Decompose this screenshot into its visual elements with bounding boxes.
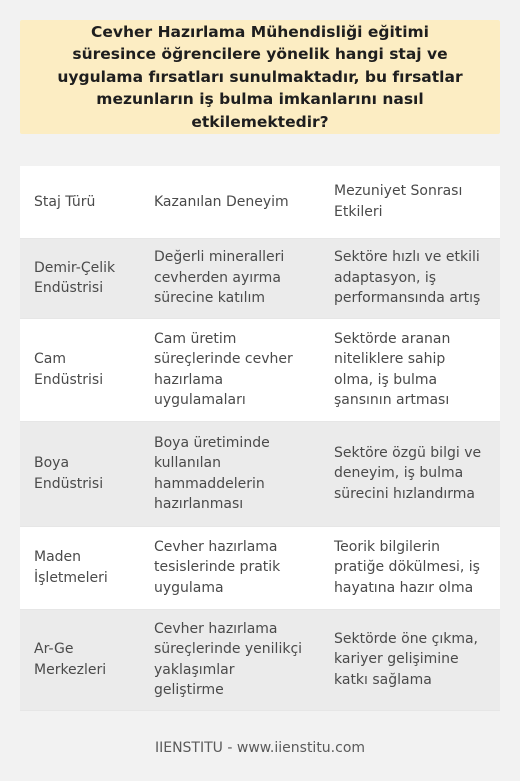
cell-effects: Sektörde aranan niteliklere sahip olma, iş bulma şansının artması	[318, 318, 500, 421]
header-cell-experience: Kazanılan Deneyim	[136, 166, 318, 238]
cell-type: Boya Endüstrisi	[20, 421, 136, 526]
question-text: Cevher Hazırlama Mühendisliği eğitimi süresince öğrencilere yönelik hangi staj ve uygulama fırsatları sunulmaktadır, bu fırsatlar mezunların iş bulma imkanlarını nasıl etkilemektedir?	[57, 22, 463, 131]
table-row	[20, 238, 500, 318]
cell-effects: Sektöre hızlı ve etkili adaptasyon, iş performansında artış	[318, 238, 500, 318]
cell-effects: Teorik bilgilerin pratiğe dökülmesi, iş hayatına hazır olma	[318, 526, 500, 609]
footer-credit: IIENSTITU - www.iienstitu.com	[154, 740, 366, 756]
internship-table	[20, 166, 500, 711]
table-header-row	[20, 166, 500, 238]
cell-experience: Değerli mineralleri cevherden ayırma sürecine katılım	[136, 238, 318, 318]
table-row	[20, 318, 500, 421]
cell-effects: Sektörde öne çıkma, kariyer gelişimine katkı sağlama	[318, 609, 500, 710]
header-cell-type: Staj Türü	[20, 166, 136, 238]
table-row	[20, 609, 500, 710]
cell-type: Demir-Çelik Endüstrisi	[20, 238, 136, 318]
cell-experience: Cevher hazırlama süreçlerinde yenilikçi yaklaşımlar geliştirme	[136, 609, 318, 710]
cell-type: Maden İşletmeleri	[20, 526, 136, 609]
cell-type: Cam Endüstrisi	[20, 318, 136, 421]
cell-experience: Boya üretiminde kullanılan hammaddelerin hazırlanması	[136, 421, 318, 526]
question-heading	[20, 20, 500, 134]
cell-experience: Cam üretim süreçlerinde cevher hazırlama uygulamaları	[136, 318, 318, 421]
table-row	[20, 526, 500, 609]
cell-type: Ar-Ge Merkezleri	[20, 609, 136, 710]
table-row	[20, 421, 500, 526]
cell-experience: Cevher hazırlama tesislerinde pratik uygulama	[136, 526, 318, 609]
cell-effects: Sektöre özgü bilgi ve deneyim, iş bulma sürecini hızlandırma	[318, 421, 500, 526]
header-cell-effects: Mezuniyet Sonrası Etkileri	[318, 166, 500, 238]
